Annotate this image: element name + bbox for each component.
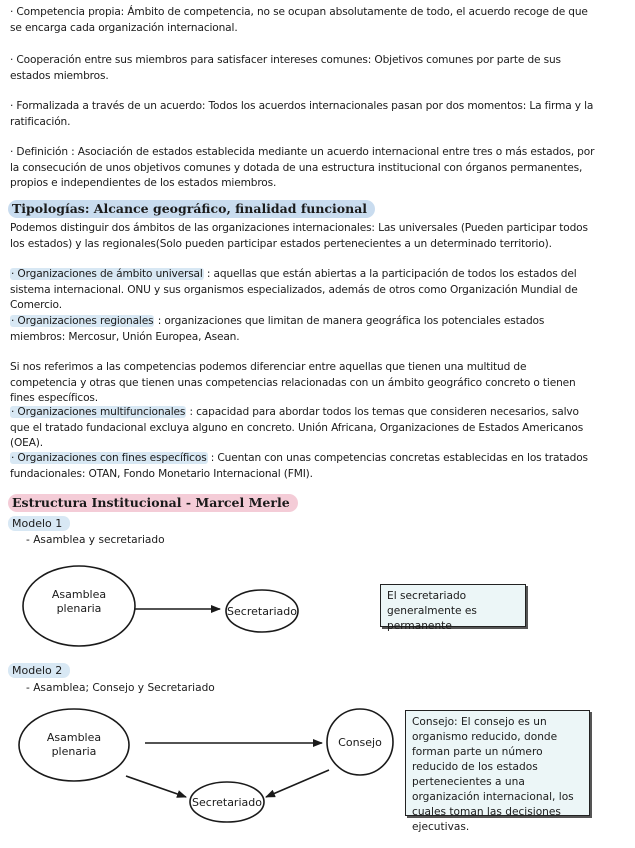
modelo1-note: El secretariado generalmente es permanente — [380, 584, 526, 627]
modelo1-secretariado-label: Secretariado — [227, 605, 297, 618]
modelo1-label: Modelo 1 — [8, 516, 70, 531]
modelo2-asamblea-label-line1: Asamblea — [46, 731, 102, 744]
modelo1-asamblea-label-line2: plenaria — [56, 602, 102, 615]
modelo1-subtitle: - Asamblea y secretariado — [26, 534, 165, 546]
modelo2-consejo-note: Consejo: El consejo es un organismo reducido, donde forman parte un número reducido de los estados pertenecientes a una organización internacional, los cuales toman las decisiones ejecutivas. — [405, 710, 590, 816]
formalizada-paragraph: · Formalizada a través de un acuerdo: Todos los acuerdos internacionales pasan por dos momentos: La firma y la ratificación. — [10, 100, 594, 128]
competencias-paragraph: Si nos referimos a las competencias podemos diferenciar entre aquellas que tienen una multitud de competencia y otras que tienen unas competencias relacionadas con un ámbito geográfico concreto o tienen fines específicos. — [10, 361, 576, 405]
universal-text: : aquellas que están abiertas a la participación de todos los estados del sistema internacional. ONU y sus organismos especializados, además de otros como Organización Mundial de Comercio. — [10, 268, 578, 312]
universal-label: · Organizaciones de ámbito universal — [11, 268, 203, 280]
cooperacion-paragraph: · Cooperación entre sus miembros para satisfacer intereses comunes: Objetivos comunes por parte de sus estados miembros. — [10, 54, 561, 82]
regional-text: : organizaciones que limitan de manera geográfica los potenciales estados miembros: Mercosur, Unión Europea, Asean. — [10, 315, 545, 343]
tipologias-intro-paragraph: Podemos distinguir dos ámbitos de las organizaciones internacionales: Las universales (Pueden participar todos los estados) y las regionales(Solo pueden participar estados pertenecientes a un determinado territorio). — [10, 222, 588, 250]
multifuncionales-label: · Organizaciones multifuncionales — [11, 406, 186, 418]
modelo2-arrow-asamblea-secretariado — [126, 776, 186, 797]
definicion-paragraph: · Definición : Asociación de estados establecida mediante un acuerdo internacional entre tres o más estados, por la consecución de unos objetivos comunes y dotada de una estructura institucional con órganos permanentes, propios e independientes de los estados miembros. — [10, 146, 595, 190]
multifuncionales-text: : capacidad para abordar todos los temas que consideren necesarios, salvo que el tratado fundacional excluya alguno en concreto. Unión Africana, Organizaciones de Estados Americanos (OEA). — [10, 406, 584, 450]
modelo2-consejo-label: Consejo — [338, 736, 382, 749]
modelo2-asamblea-label-line2: plenaria — [51, 745, 97, 758]
fines-especificos-label: · Organizaciones con fines específicos — [11, 452, 207, 464]
modelo2-subtitle: - Asamblea; Consejo y Secretariado — [26, 682, 215, 694]
modelo2-arrow-consejo-secretariado — [266, 770, 329, 797]
fines-especificos-text: : Cuentan con unas competencias concretas establecidas en los tratados fundacionales: OTAN, Fondo Monetario Internacional (FMI). — [10, 452, 588, 480]
competencia-propia-paragraph: · Competencia propia: Ámbito de competencia, no se ocupan absolutamente de todo, el acuerdo recoge de que se encarga cada organización internacional. — [10, 6, 588, 34]
modelo2-secretariado-label: Secretariado — [192, 796, 262, 809]
modelo2-label: Modelo 2 — [8, 663, 70, 678]
tipologias-heading: Tipologías: Alcance geográfico, finalidad funcional — [8, 200, 375, 218]
regional-label: · Organizaciones regionales — [11, 315, 154, 327]
modelo1-asamblea-label-line1: Asamblea — [51, 588, 107, 601]
estructura-heading: Estructura Institucional - Marcel Merle — [8, 494, 298, 512]
